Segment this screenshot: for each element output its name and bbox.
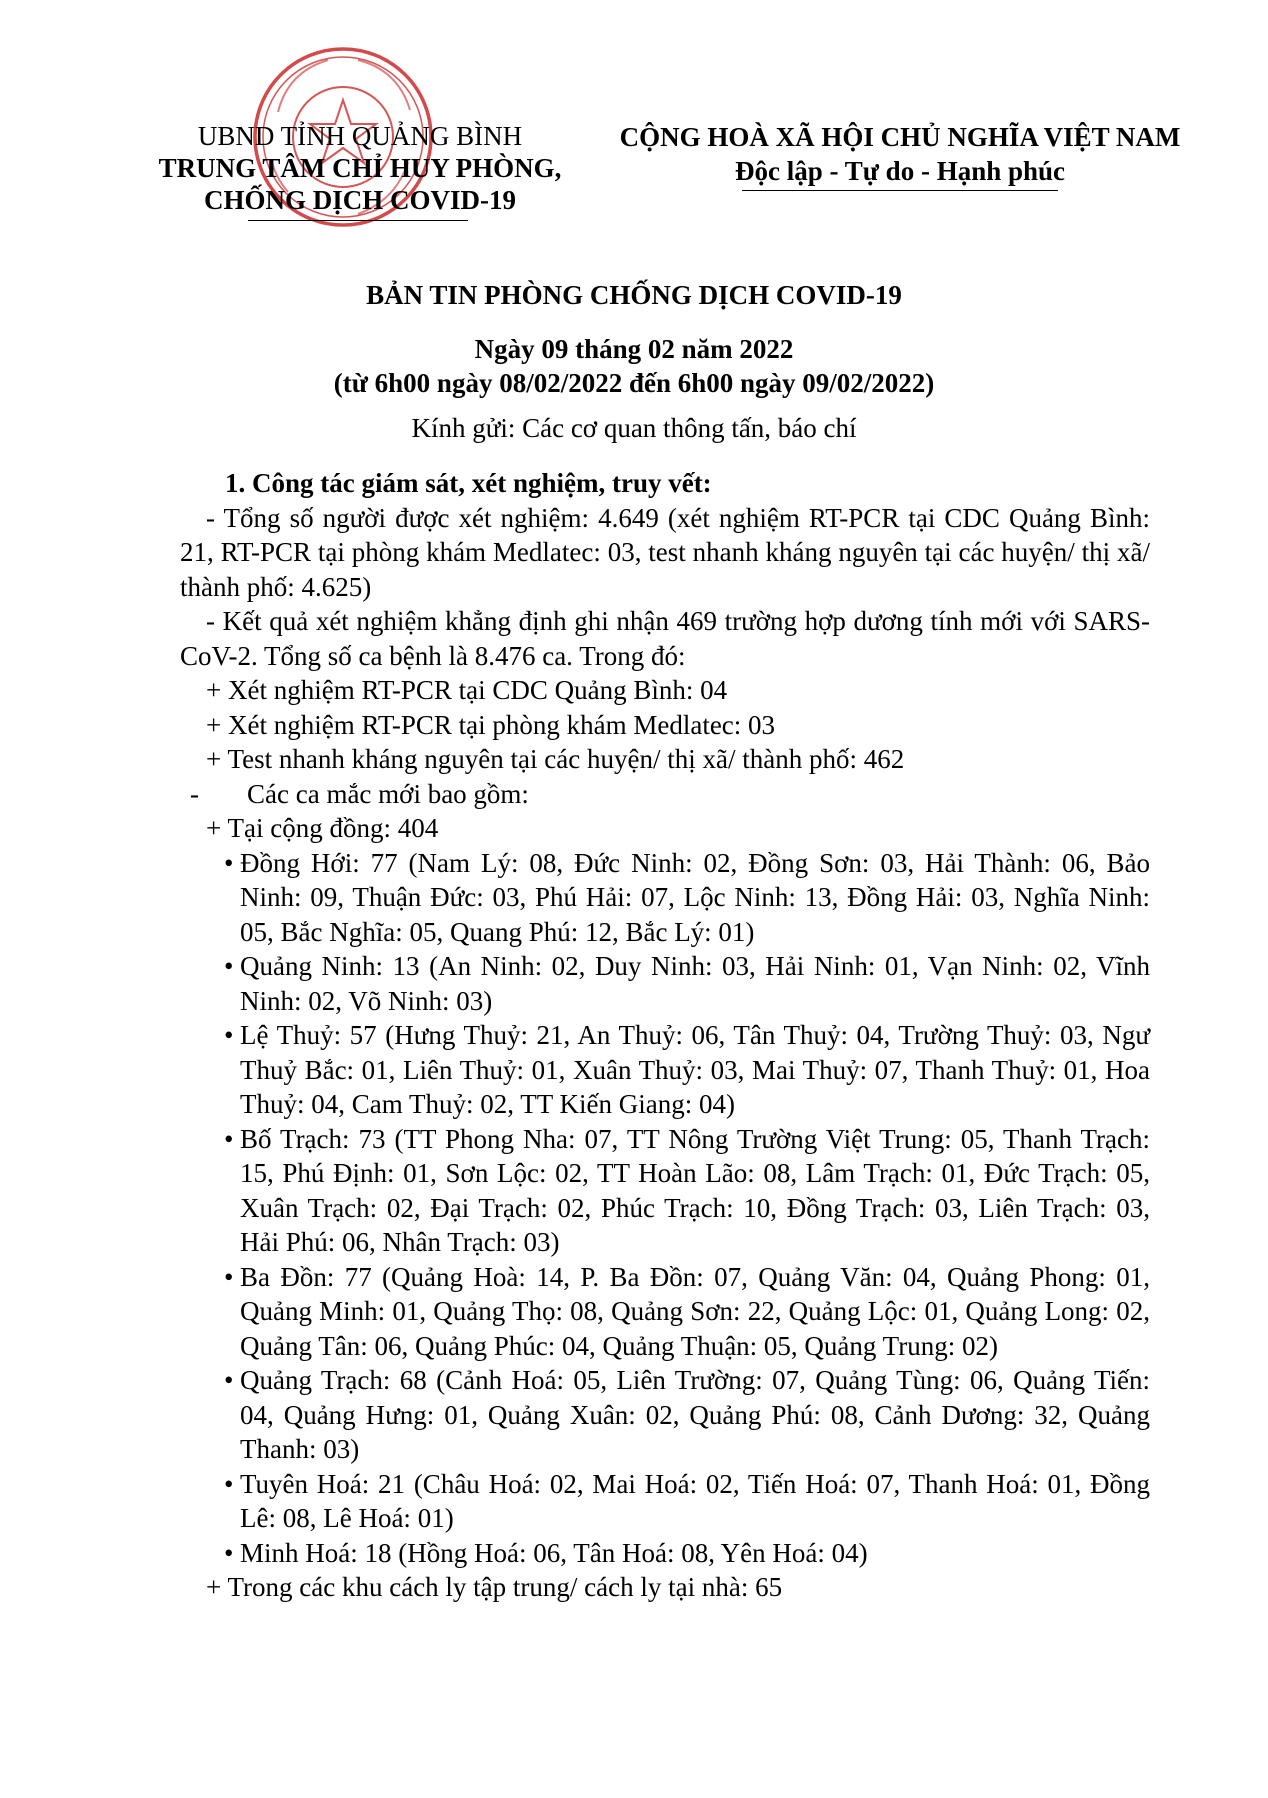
district-cases: Minh Hoá: 18 (Hồng Hoá: 06, Tân Hoá: 08, Yên Hoá: 04) [240,1537,868,1568]
list-item [180,1122,1150,1260]
breakdown-item: + Test nhanh kháng nguyên tại các huyện/ thị xã/ thành phố: 462 [206,744,905,774]
district-cases: Quảng Ninh: 13 (An Ninh: 02, Duy Ninh: 03, Hải Ninh: 01, Vạn Ninh: 02, Vĩnh Ninh: 02, Võ Ninh: 03) [240,951,1150,1016]
national-motto-block [590,120,1210,188]
bullet-icon: • [224,1020,234,1050]
bullet-icon: • [224,1261,234,1292]
positive-summary: - Kết quả xét nghiệm khẳng định ghi nhận 469 trường hợp dương tính mới với SARS-CoV-2. Tổng số ca bệnh là 8.476 ca. Trong đó: [180,606,1150,671]
list-item [180,846,1150,950]
issuer-line-1: UBND TỈNH QUẢNG BÌNH [197,121,523,151]
dash-mark: - [190,778,199,809]
bullet-icon: • [224,1123,234,1154]
motto: Độc lập - Tự do - Hạnh phúc [734,156,1066,186]
document-body [180,466,1150,1605]
list-item [180,1260,1150,1364]
district-cases: Đồng Hới: 77 (Nam Lý: 08, Đức Ninh: 02, Đồng Sơn: 03, Hải Thành: 06, Bảo Ninh: 09, Thuận Đức: 03, Phú Hải: 07, Lộc Ninh: 13, Đồng Hải: 03, Nghĩa Ninh: 05, Bắc Nghĩa: 05, Quang Phú: 12, Bắc Lý: 01) [240,847,1150,947]
bullet-icon: • [224,951,234,981]
district-cases: Lệ Thuỷ: 57 (Hưng Thuỷ: 21, An Thuỷ: 06, Tân Thuỷ: 04, Trường Thuỷ: 03, Ngư Thuỷ Bắc: 01, Liên Thuỷ: 01, Xuân Thuỷ: 03, Mai Thuỷ: 07, Thanh Thuỷ: 01, Hoa Thuỷ: 04, Cam Thuỷ: 02, TT Kiến Giang: 04) [240,1020,1150,1119]
district-cases: Ba Đồn: 77 (Quảng Hoà: 14, P. Ba Đồn: 07, Quảng Văn: 04, Quảng Phong: 01, Quảng Minh: 01, Quảng Thọ: 08, Quảng Sơn: 22, Quảng Lộc: 01, Quảng Long: 02, Quảng Tân: 06, Quảng Phúc: 04, Quảng Thuận: 05, Quảng Trung: 02) [240,1261,1150,1361]
recipient-line: Kính gửi: Các cơ quan thông tấn, báo chí [411,413,857,443]
list-item [180,949,1150,1018]
district-cases: Bố Trạch: 73 (TT Phong Nha: 07, TT Nông Trường Việt Trung: 05, Thanh Trạch: 15, Phú Định: 01, Sơn Lộc: 02, TT Hoàn Lão: 08, Lâm Trạch: 01, Đức Trạch: 05, Xuân Trạch: 02, Đại Trạch: 02, Phúc Trạch: 10, Đồng Trạch: 03, Liên Trạch: 03, Hải Phú: 06, Nhân Trạch: 03) [240,1123,1150,1257]
quarantine-cases: + Trong các khu cách ly tập trung/ cách ly tại nhà: 65 [206,1572,783,1602]
bulletin-period: (từ 6h00 ngày 08/02/2022 đến 6h00 ngày 09/02/2022) [333,368,935,398]
tested-summary: - Tổng số người được xét nghiệm: 4.649 (xét nghiệm RT-PCR tại CDC Quảng Bình: 21, RT-PCR tại phòng khám Medlatec: 03, test nhanh kháng nguyên tại các huyện/ thị xã/ thành phố: 4.625) [180,502,1150,602]
section-heading: 1. Công tác giám sát, xét nghiệm, truy vết: [225,468,712,498]
issuer-line-3: CHỐNG DỊCH COVID-19 [203,185,516,215]
district-cases: Tuyên Hoá: 21 (Châu Hoá: 02, Mai Hoá: 02, Tiến Hoá: 07, Thanh Hoá: 01, Đồng Lê: 08, Lê Hoá: 01) [240,1468,1150,1533]
list-item [180,1467,1150,1536]
country-name: CỘNG HOÀ XÃ HỘI CHỦ NGHĨA VIỆT NAM [619,122,1181,152]
issuer-line-2: TRUNG TÂM CHỈ HUY PHÒNG, [158,153,562,183]
list-item [180,1536,1150,1571]
bullet-icon: • [224,847,234,878]
district-cases: Quảng Trạch: 68 (Cảnh Hoá: 05, Liên Trường: 07, Quảng Tùng: 06, Quảng Tiến: 04, Quảng Hưng: 01, Quảng Xuân: 02, Quảng Phú: 08, Cảnh Dương: 32, Quảng Thanh: 03) [240,1365,1150,1464]
document-title: BẢN TIN PHÒNG CHỐNG DỊCH COVID-19 [366,280,902,310]
breakdown-item: + Xét nghiệm RT-PCR tại phòng khám Medlatec: 03 [206,709,776,740]
new-cases-intro [180,777,1150,812]
bullet-icon: • [224,1537,234,1568]
motto-underline [742,190,1058,191]
issuer-underline [248,220,468,221]
issuer-block [140,120,580,216]
bullet-icon: • [224,1365,234,1395]
list-item [180,1018,1150,1122]
new-cases-label: Các ca mắc mới bao gồm: [247,778,529,809]
community-cases: + Tại cộng đồng: 404 [206,813,439,843]
list-item [180,1363,1150,1467]
bulletin-date: Ngày 09 tháng 02 năm 2022 [474,334,794,364]
bullet-icon: • [224,1468,234,1499]
date-block [0,332,1268,400]
breakdown-item: + Xét nghiệm RT-PCR tại CDC Quảng Bình: 04 [206,675,728,705]
